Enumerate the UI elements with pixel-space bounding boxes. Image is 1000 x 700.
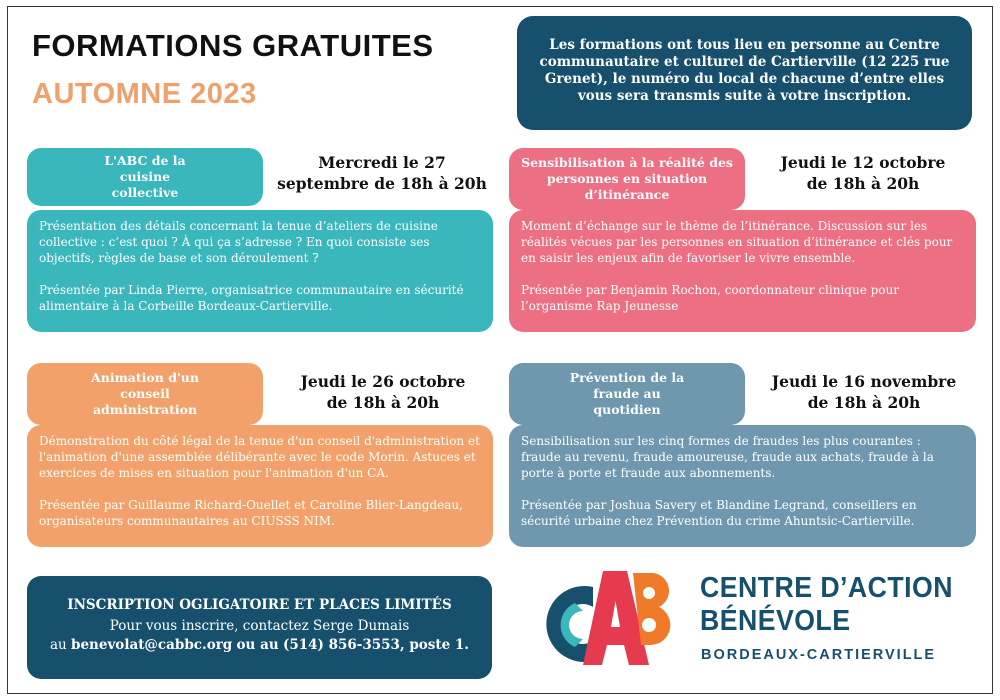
organization-subtitle: BORDEAUX-CARTIERVILLE (701, 647, 937, 663)
session-card-itinerance (509, 148, 976, 332)
registration-box (27, 576, 492, 679)
session-title: Animation d'un conseil administration (27, 363, 263, 425)
session-presenter: Présentée par Benjamin Rochon, coordonnateur clinique pour l’organisme Rap Jeunesse (521, 283, 899, 313)
session-title: Sensibilisation à la réalité des personnes en situation d’itinérance (509, 148, 745, 210)
session-description-panel (27, 210, 493, 332)
page-subtitle: AUTOMNE 2023 (32, 78, 257, 110)
session-presenter: Présentée par Linda Pierre, organisatrice communautaire en sécurité alimentaire à la Corbeille Bordeaux-Cartierville. (39, 283, 464, 313)
session-date: Mercredi le 27 septembre de 18h à 20h (277, 153, 487, 193)
session-presenter: Présentée par Joshua Savery et Blandine Legrand, conseillers en sécurité urbaine chez Prévention du crime Ahuntsic-Cartierville. (521, 498, 917, 528)
registration-phone[interactable]: (514) 856-3553, poste 1. (282, 637, 470, 653)
session-card-conseil (27, 363, 493, 547)
cab-logo-icon (545, 565, 675, 670)
logo-c-shape (546, 586, 593, 662)
session-description: Moment d’échange sur le thème de l’itinérance. Discussion sur les réalités vécues par les personnes en situation d’itinérance et clés pour en saisir les enjeux afin de favoriser le vivre ensemble. (521, 219, 953, 265)
location-info-box: Les formations ont tous lieu en personne au Centre communautaire et culturel de Cartierville (12 225 rue Grenet), le numéro du local de chacune d’entre elles vous sera transmis suite à votre inscription. (517, 16, 972, 130)
session-date: Jeudi le 16 novembre de 18h à 20h (771, 372, 957, 412)
session-description-panel (509, 425, 976, 547)
registration-contact: Pour vous inscrire, contactez Serge Dumais (109, 618, 410, 634)
session-description-panel (27, 425, 493, 547)
session-date: Jeudi le 12 octobre de 18h à 20h (780, 153, 946, 193)
session-title: Prévention de la fraude au quotidien (509, 363, 745, 425)
page-title: FORMATIONS GRATUITES (32, 28, 434, 63)
session-card-cuisine (27, 148, 493, 332)
registration-title: INSCRIPTION OGLIGATOIRE ET PLACES LIMITÉS (67, 597, 452, 613)
session-title: L'ABC de la cuisine collective (27, 148, 263, 206)
registration-details: au benevolat@cabbc.org ou au (514) 856-3553, poste 1. (49, 637, 470, 653)
session-description: Sensibilisation sur les cinq formes de fraudes les plus courantes : fraude au revenu, fraude amoureuse, fraude aux achats, fraude à la porte à porte et fraude aux abonnements. (521, 434, 934, 480)
session-date: Jeudi le 26 octobre de 18h à 20h (300, 372, 466, 412)
session-description: Présentation des détails concernant la tenue d’ateliers de cuisine collective : c’est quoi ? À qui ça s’adresse ? En quoi consiste ses objectifs, règles de base et son déroulement ? (39, 219, 438, 265)
session-presenter: Présentée par Guillaume Richard-Ouellet et Caroline Blier-Langdeau, organisateurs communautaires au CIUSSS NIM. (39, 498, 463, 528)
session-description-panel (509, 210, 976, 332)
session-description: Démonstration du côté légal de la tenue d'un conseil d'administration et l'animation d'une assemblée délibérante avec le code Morin. Astuces et exercices de mises en situation pour l'animation d'un CA. (39, 434, 480, 480)
registration-email[interactable]: benevolat@cabbc.org (71, 637, 233, 653)
organization-name: CENTRE D’ACTION BÉNÉVOLE (700, 572, 953, 637)
session-card-fraude (509, 363, 976, 547)
